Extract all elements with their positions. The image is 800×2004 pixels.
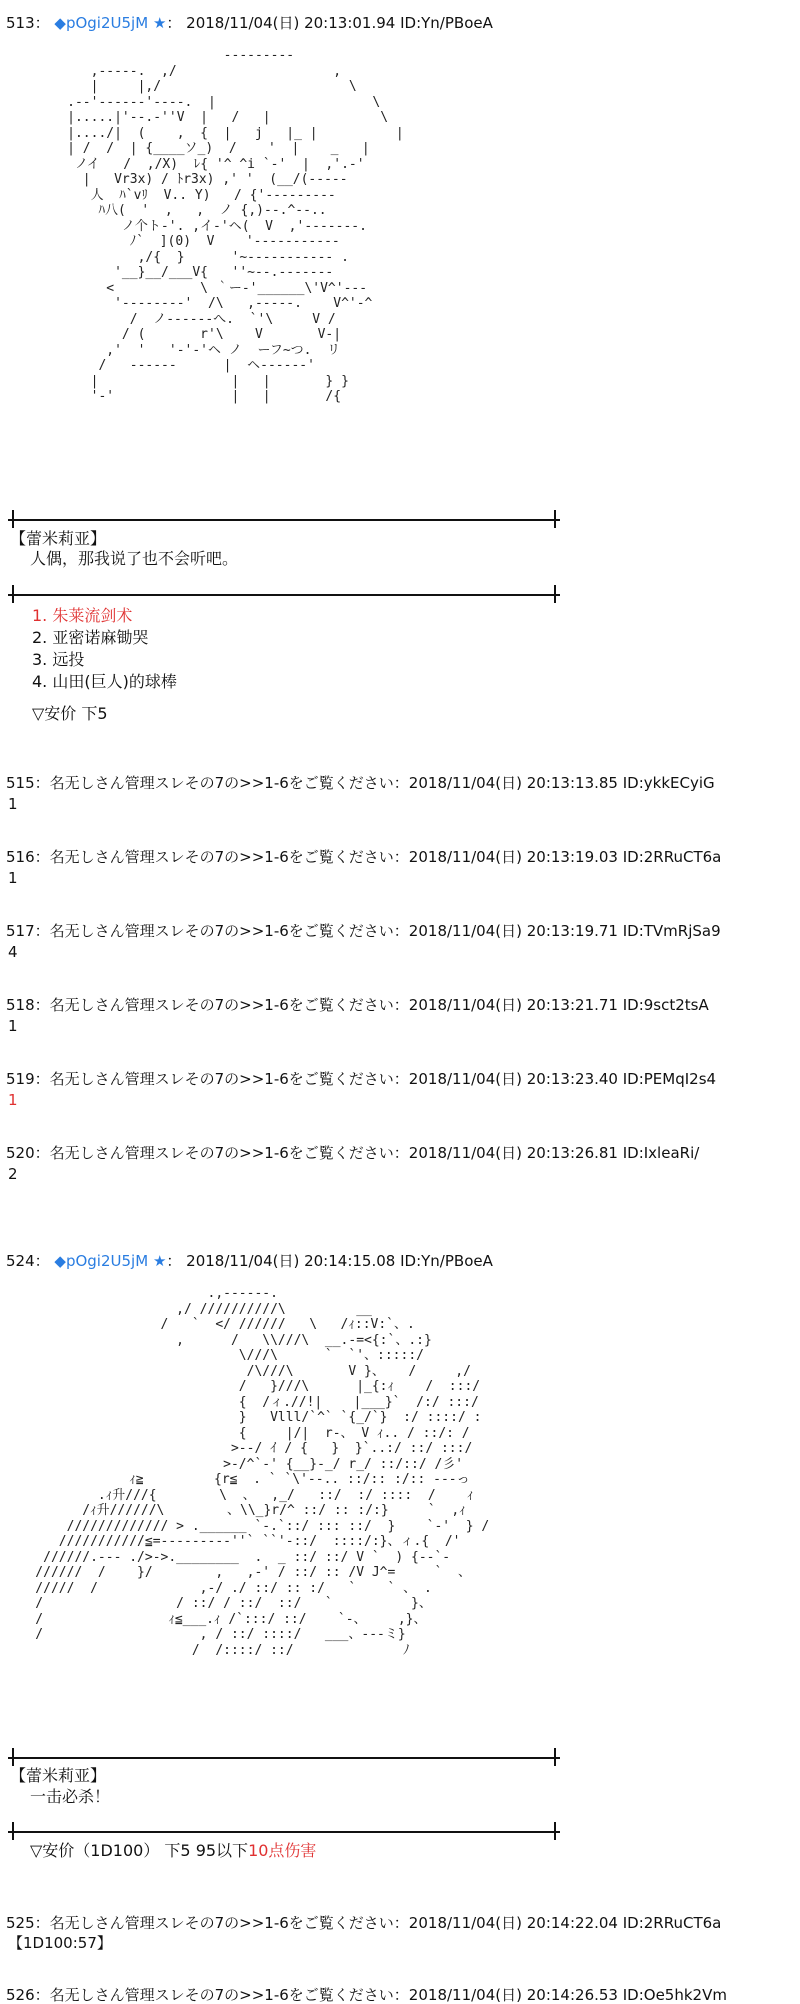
damage-text: 10点伤害 (248, 1841, 317, 1860)
ascii-art-remilia: --------- ,-----. ,/ , | |,/ \ .--'------'----. | \ |.....|'--.-''V | / | \ |..../| ( , { | j |_ | | | / / | {____ソ_) / ' | _ | ノイ / ,/X) ﾚ{ '^ ^i `-' | ,'.-' | Vr3x) / ﾄr3x) ,' ' (__/(----- 人 ﾊ`vﾘ V.. Y) / {'--------- ﾊ八( ' , , ノ {,)--.^--.. ノ个ト-'. ,イ-'ヘ( V ,'-------. ﾉ` ](0) V '----------- ,/{ } '~----------- . '__}__/___V{ ''~--.------- < \ ｀ー-'______\'V^'--- '--------' /\ ,-----. V^'-^ / ノ------へ. `'\ V / / ( r'\ V V-| ,' ' '-'-'ヘ ノ ーフ~つ. リ / ------ | ヘ------' | | | } } '-' | | /{ (67, 48, 404, 404)
option-item: 4. 山田(巨人)的球棒 (32, 672, 177, 691)
separator-tick (12, 1748, 14, 1766)
separator-rule (8, 519, 560, 521)
ascii-art-attack: .,------. ,/ //////////\ __ / ` </ ////// \ /ｨ::V:`、. , / \\///\ __.-=<{:`、.:} \///\ ` `'、:::::/ /\///\ V }、 / ,/ / }///\ |_{:ｨ / :::/ { /ィ.//!| |___}` /:/ :::/ } Vlll/`^` `{_/`} :/ ::::/ : { |/| r-、 V ｨ.. / ::/: / >--/ ｲ / { } }`..:/ ::/ :::/ >-/^`-' {__}-_/ r_/ ::/::/ /彡' ｨ≧ {r≦ . ` `\'--.. ::/:: :/:: ---っ .ｨ升///{ \ 、 ,_/ ::/ :/ :::: / ｨ /ｨ升//////\ 、\\_}r/^ ::/ :: :/:} ` ,ｨ ///////////// > .______ `-.`::/ ::: ::/ } `-' } / ///////////≦=---------''` ``'-::/ ::::/:}、ィ.{ /' //////.--- ./>->.________ . _ ::/ ::/ V ` ) {--`- ////// / }/ , ,-' / ::/ :: /V J^= ` 、 ///// / ,-/ ./ ::/ :: :/ ` ` 、 . / / ::/ / ::/ ::/ ` }、 / ｨ≦___.ｨ /`:::/ ::/ `-、 ,}、 / , / ::/ ::::/ ___、---ミ} / /::::/ ::/ ﾉ (35, 1286, 490, 1658)
separator-tick (554, 1822, 556, 1840)
separator-tick (554, 510, 556, 528)
option-item: 2. 亚密诺麻锄哭 (32, 628, 149, 647)
post-number: 513 (6, 14, 35, 32)
separator-tick (12, 510, 14, 528)
separator-rule (8, 1831, 560, 1833)
star-icon: ★ (152, 1252, 167, 1270)
post-date: 2018/11/04(日) 20:14:15.08 (186, 1252, 396, 1270)
post-header-524: 524： ◆pOgi2U5jM ★： 2018/11/04(日) 20:14:15.08 ID:Yn/PBoeA (6, 1252, 493, 1270)
post-id[interactable]: ID:Yn/PBoeA (400, 1252, 493, 1270)
separator-tick (12, 1822, 14, 1840)
reply-header: 518：名无しさん管理スレその7の>>1-6をご覧ください：2018/11/04(日) 20:13:21.71 ID:9sct2tsA (6, 996, 709, 1014)
vote-instruction (30, 1840, 316, 1862)
star-icon: ★ (152, 14, 167, 32)
separator-rule (8, 594, 560, 596)
reply-body: 1 (8, 1017, 18, 1035)
speaker-label: 【蕾米莉亚】 (10, 1766, 107, 1785)
post-header-513: 513： ◆pOgi2U5jM ★： 2018/11/04(日) 20:13:01.94 ID:Yn/PBoeA (6, 14, 493, 32)
poster-trip[interactable]: ◆pOgi2U5jM (54, 14, 149, 32)
reply-body: 1 (8, 795, 18, 813)
separator-tick (554, 1748, 556, 1766)
reply-header: 519：名无しさん管理スレその7の>>1-6をご覧ください：2018/11/04(日) 20:13:23.40 ID:PEMqI2s4 (6, 1070, 717, 1088)
separator-tick (12, 585, 14, 603)
separator-rule (8, 1757, 560, 1759)
dialogue-line: 人偶，那我说了也不会听吧。 (30, 549, 239, 568)
vote-text: ▽安价（1D100） 下5 95以下 (30, 1841, 249, 1860)
reply-header: 520：名无しさん管理スレその7の>>1-6をご覧ください：2018/11/04(日) 20:13:26.81 ID:IxleaRi/ (6, 1144, 700, 1162)
option-item: 3. 远投 (32, 650, 85, 669)
dialogue-line: 一击必杀！ (30, 1787, 111, 1806)
post-number: 524 (6, 1252, 35, 1270)
vote-instruction: ▽安价 下5 (32, 704, 108, 723)
speaker-label: 【蕾米莉亚】 (10, 529, 107, 548)
reply-header: 525：名无しさん管理スレその7の>>1-6をご覧ください：2018/11/04(日) 20:14:22.04 ID:2RRuCT6a (6, 1914, 722, 1932)
reply-body: 1 (8, 869, 18, 887)
reply-body: 【1D100:57】 (8, 1934, 112, 1952)
reply-body: 1 (8, 1091, 18, 1109)
post-id[interactable]: ID:Yn/PBoeA (400, 14, 493, 32)
reply-header: 526：名无しさん管理スレその7の>>1-6をご覧ください：2018/11/04(日) 20:14:26.53 ID:Oe5hk2Vm (6, 1986, 727, 2004)
reply-header: 517：名无しさん管理スレその7の>>1-6をご覧ください：2018/11/04(日) 20:13:19.71 ID:TVmRjSa9 (6, 922, 721, 940)
reply-header: 516：名无しさん管理スレその7の>>1-6をご覧ください：2018/11/04(日) 20:13:19.03 ID:2RRuCT6a (6, 848, 722, 866)
reply-header: 515：名无しさん管理スレその7の>>1-6をご覧ください：2018/11/04(日) 20:13:13.85 ID:ykkECyiG (6, 774, 715, 792)
reply-body: 4 (8, 943, 18, 961)
post-date: 2018/11/04(日) 20:13:01.94 (186, 14, 396, 32)
option-item: 1. 朱莱流剑术 (32, 606, 133, 625)
reply-body: 2 (8, 1165, 18, 1183)
separator-tick (554, 585, 556, 603)
poster-trip[interactable]: ◆pOgi2U5jM (54, 1252, 149, 1270)
